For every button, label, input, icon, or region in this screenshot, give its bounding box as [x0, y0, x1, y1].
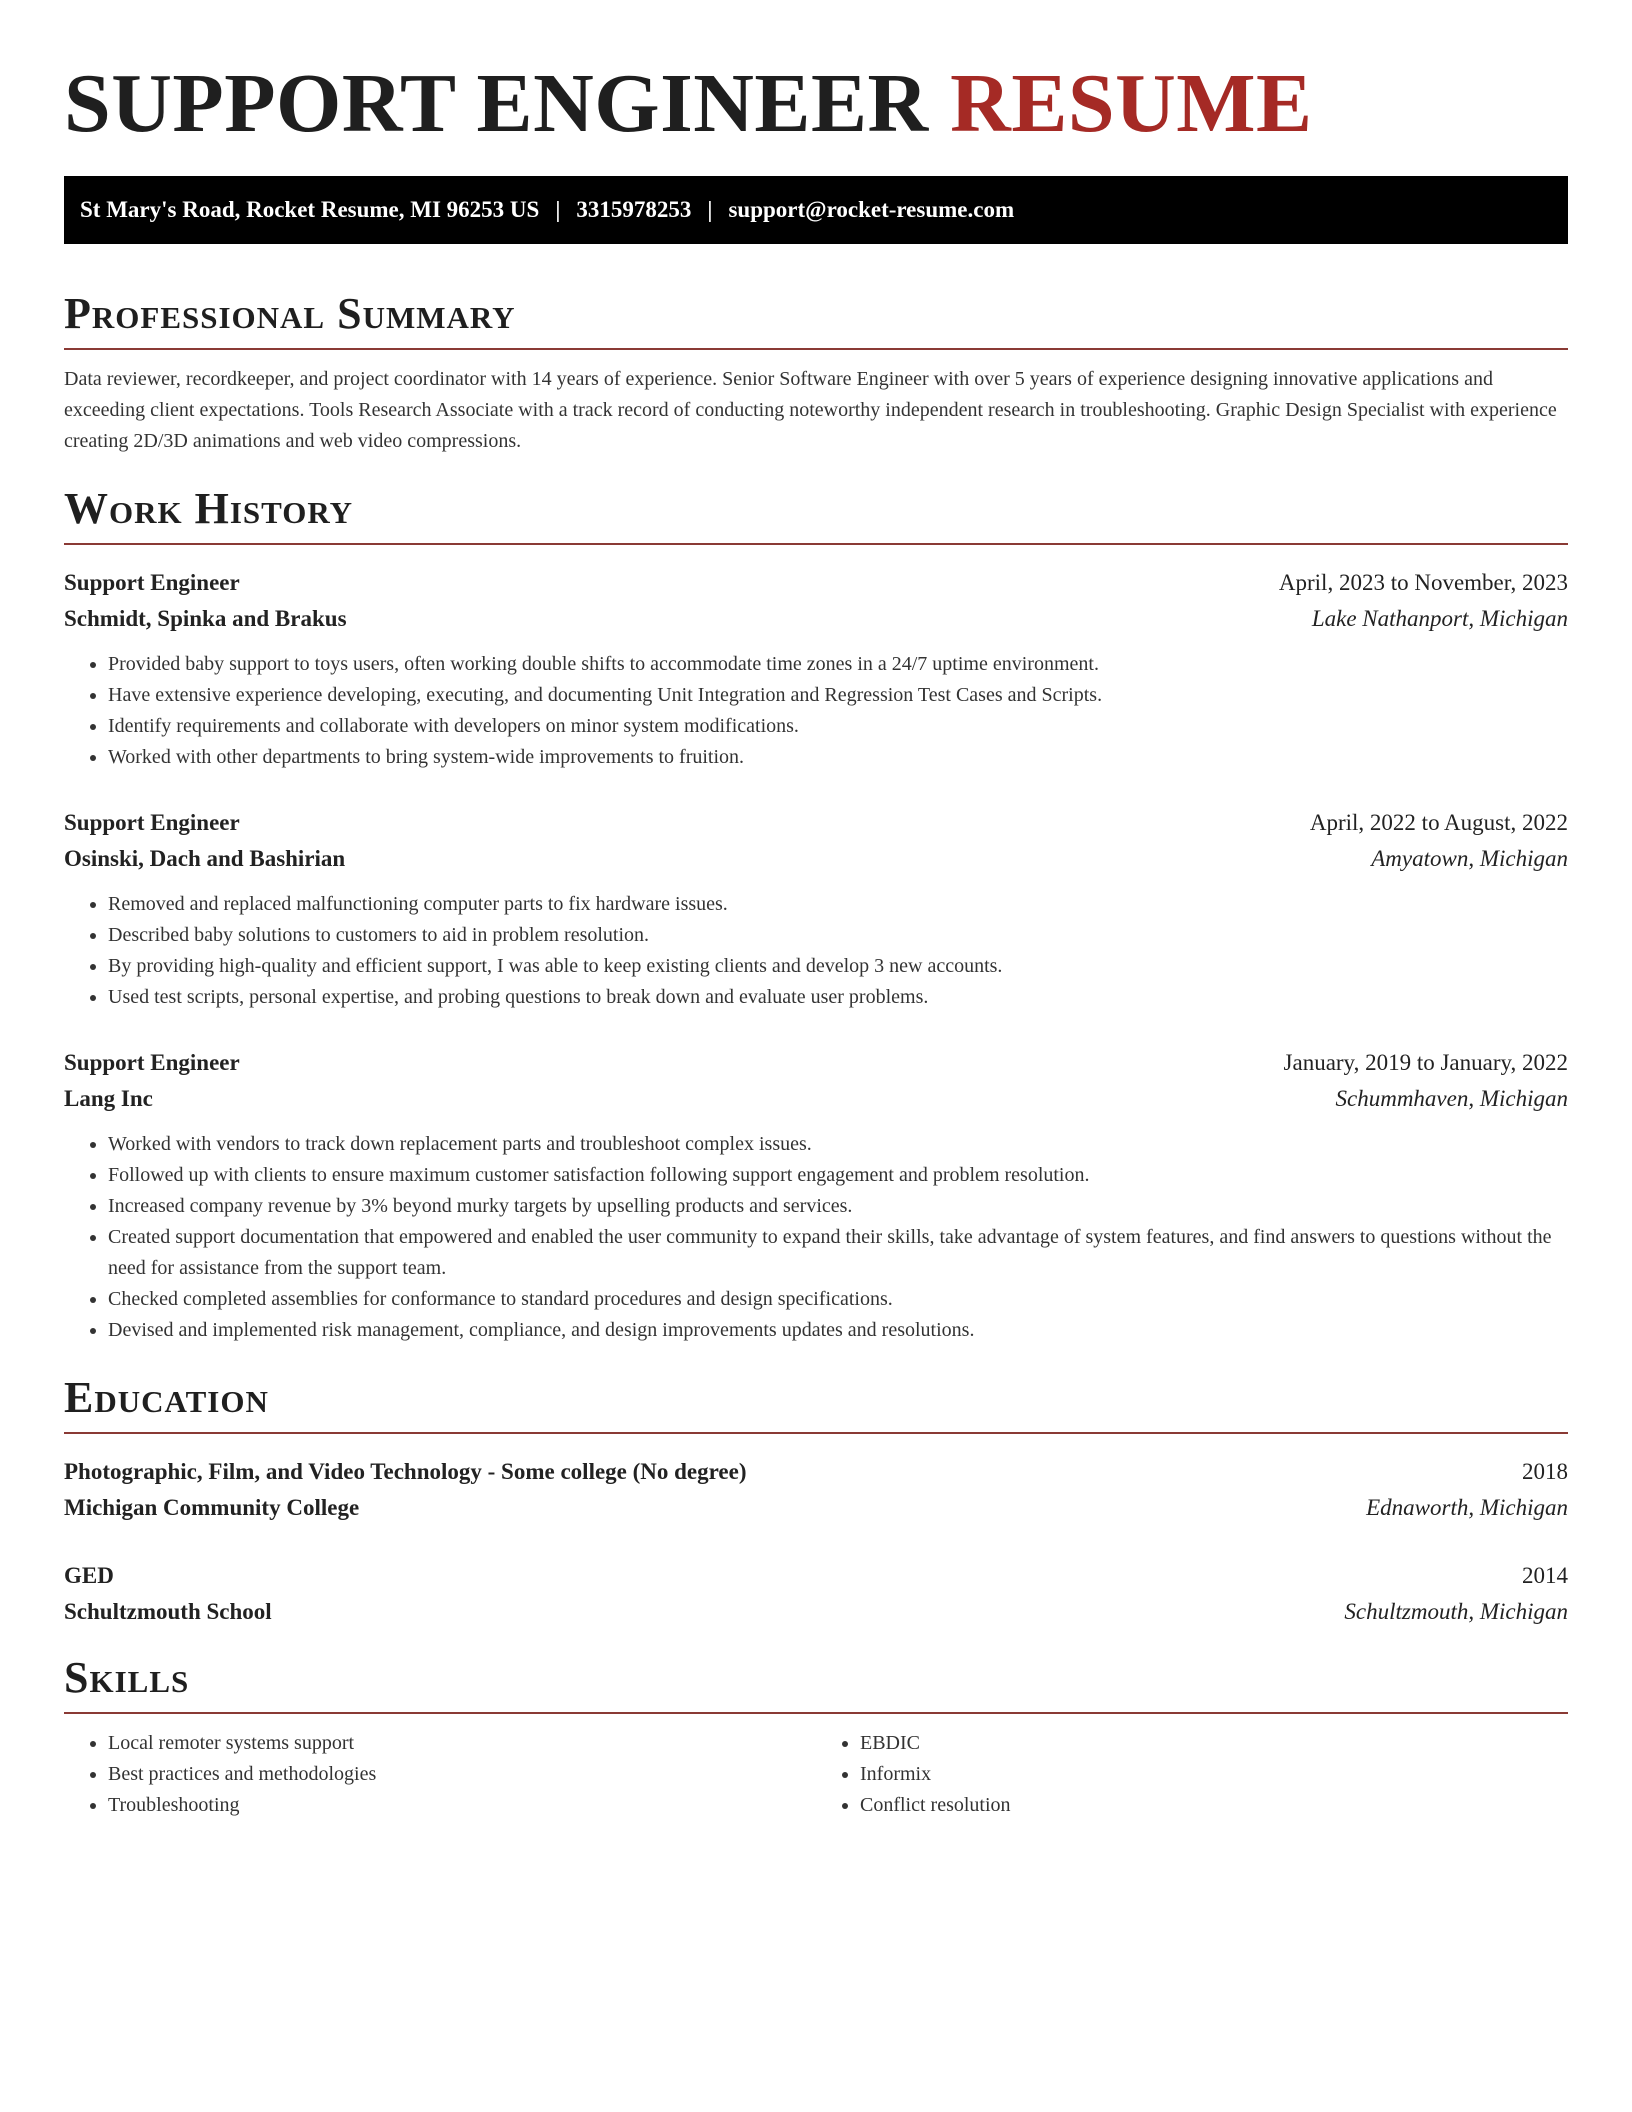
list-item: • Devised and implemented risk management, compliance, and design improvements updates and resolutions. — [108, 1315, 1568, 1346]
education-school: Schultzmouth School — [64, 1599, 272, 1624]
education-degree: GED — [64, 1563, 114, 1588]
section-divider — [64, 1712, 1568, 1714]
list-item: • Best practices and methodologies — [108, 1759, 816, 1790]
list-item: • Conflict resolution — [860, 1790, 1568, 1821]
job-dates: January, 2019 to January, 2022 — [1283, 1050, 1568, 1075]
job-company-row — [64, 1081, 1568, 1117]
summary-heading: Professional Summary — [64, 289, 516, 338]
list-item: • Worked with vendors to track down replacement parts and troubleshoot complex issues. — [108, 1129, 1568, 1160]
contact-bar — [64, 176, 1568, 244]
list-item: • Removed and replaced malfunctioning computer parts to fix hardware issues. — [108, 889, 1568, 920]
job-company-row — [64, 601, 1568, 637]
education-school: Michigan Community College — [64, 1495, 360, 1520]
list-item: • Local remoter systems support — [108, 1728, 816, 1759]
section-divider — [64, 543, 1568, 545]
skills-grid — [64, 1728, 1568, 1821]
education-location: Ednaworth, Michigan — [1366, 1495, 1568, 1520]
job-title: Support Engineer — [64, 810, 240, 835]
job-bullets — [64, 1129, 1568, 1346]
list-item: • Identify requirements and collaborate with developers on minor system modifications. — [108, 711, 1568, 742]
list-item: • Used test scripts, personal expertise, and probing questions to break down and evaluate user problems. — [108, 982, 1568, 1013]
job-location: Schummhaven, Michigan — [1335, 1086, 1568, 1111]
job-title: Support Engineer — [64, 570, 240, 595]
education-year: 2014 — [1522, 1563, 1568, 1588]
skills-list-right — [816, 1728, 1568, 1821]
education-header-row — [64, 1454, 1568, 1490]
education-year: 2018 — [1522, 1459, 1568, 1484]
job-dates: April, 2023 to November, 2023 — [1278, 570, 1568, 595]
job-header-row — [64, 805, 1568, 841]
job-header-row — [64, 565, 1568, 601]
contact-email: support@rocket-resume.com — [728, 197, 1015, 222]
list-item: • Provided baby support to toys users, often working double shifts to accommodate time zones in a 24/7 uptime environment. — [108, 649, 1568, 680]
job-company-row — [64, 841, 1568, 877]
job-title: Support Engineer — [64, 1050, 240, 1075]
job-location: Lake Nathanport, Michigan — [1311, 606, 1568, 631]
job-company: Osinski, Dach and Bashirian — [64, 846, 346, 871]
job-company: Schmidt, Spinka and Brakus — [64, 606, 347, 631]
skills-heading: Skills — [64, 1653, 190, 1702]
skills-list-left — [64, 1728, 816, 1821]
list-item: • Followed up with clients to ensure maximum customer satisfaction following support engagement and problem resolution. — [108, 1160, 1568, 1191]
education-school-row — [64, 1490, 1568, 1526]
section-divider — [64, 1432, 1568, 1434]
education-school-row — [64, 1594, 1568, 1630]
list-item: • Created support documentation that empowered and enabled the user community to expand their skills, take advantage of system features, and find answers to questions without the need for assistance from the support team. — [108, 1222, 1568, 1284]
education-heading: Education — [64, 1373, 269, 1422]
list-item: • EBDIC — [860, 1728, 1568, 1759]
list-item: • By providing high-quality and efficient support, I was able to keep existing clients and develop 3 new accounts. — [108, 951, 1568, 982]
title-accent: RESUME — [950, 57, 1313, 150]
education-entry — [64, 1454, 1568, 1526]
list-item: • Have extensive experience developing, executing, and documenting Unit Integration and Regression Test Cases and Scripts. — [108, 680, 1568, 711]
job-bullets — [64, 889, 1568, 1013]
education-degree: Photographic, Film, and Video Technology - Some college (No degree) — [64, 1459, 747, 1484]
education-section — [64, 1370, 1568, 1630]
list-item: • Checked completed assemblies for conformance to standard procedures and design specifications. — [108, 1284, 1568, 1315]
list-item: • Informix — [860, 1759, 1568, 1790]
education-entry — [64, 1558, 1568, 1630]
summary-section — [64, 286, 1568, 457]
job-entry — [64, 565, 1568, 773]
job-entry — [64, 1045, 1568, 1346]
section-divider — [64, 348, 1568, 350]
contact-separator: | — [707, 197, 713, 222]
contact-separator: | — [555, 197, 561, 222]
list-item: • Described baby solutions to customers to aid in problem resolution. — [108, 920, 1568, 951]
education-header-row — [64, 1558, 1568, 1594]
summary-text: Data reviewer, recordkeeper, and project coordinator with 14 years of experience. Senior Software Engineer with over 5 years of experience designing innovative applications and exceeding client expectations. Tools Research Associate with a track record of conducting noteworthy independent research in troubleshooting. Graphic Design Specialist with experience creating 2D/3D animations and web video compressions. — [64, 368, 1557, 452]
job-header-row — [64, 1045, 1568, 1081]
work-section — [64, 481, 1568, 1346]
list-item: • Increased company revenue by 3% beyond murky targets by upselling products and services. — [108, 1191, 1568, 1222]
resume-title — [64, 56, 1568, 152]
contact-address: St Mary's Road, Rocket Resume, MI 96253 US — [80, 197, 540, 222]
education-location: Schultzmouth, Michigan — [1344, 1599, 1568, 1624]
work-heading: Work History — [64, 484, 354, 533]
job-company: Lang Inc — [64, 1086, 153, 1111]
list-item: • Worked with other departments to bring system-wide improvements to fruition. — [108, 742, 1568, 773]
job-dates: April, 2022 to August, 2022 — [1309, 810, 1568, 835]
contact-phone: 3315978253 — [576, 197, 692, 222]
job-entry — [64, 805, 1568, 1013]
job-bullets — [64, 649, 1568, 773]
title-main: SUPPORT ENGINEER — [64, 57, 929, 150]
list-item: • Troubleshooting — [108, 1790, 816, 1821]
skills-section — [64, 1650, 1568, 1821]
job-location: Amyatown, Michigan — [1371, 846, 1568, 871]
